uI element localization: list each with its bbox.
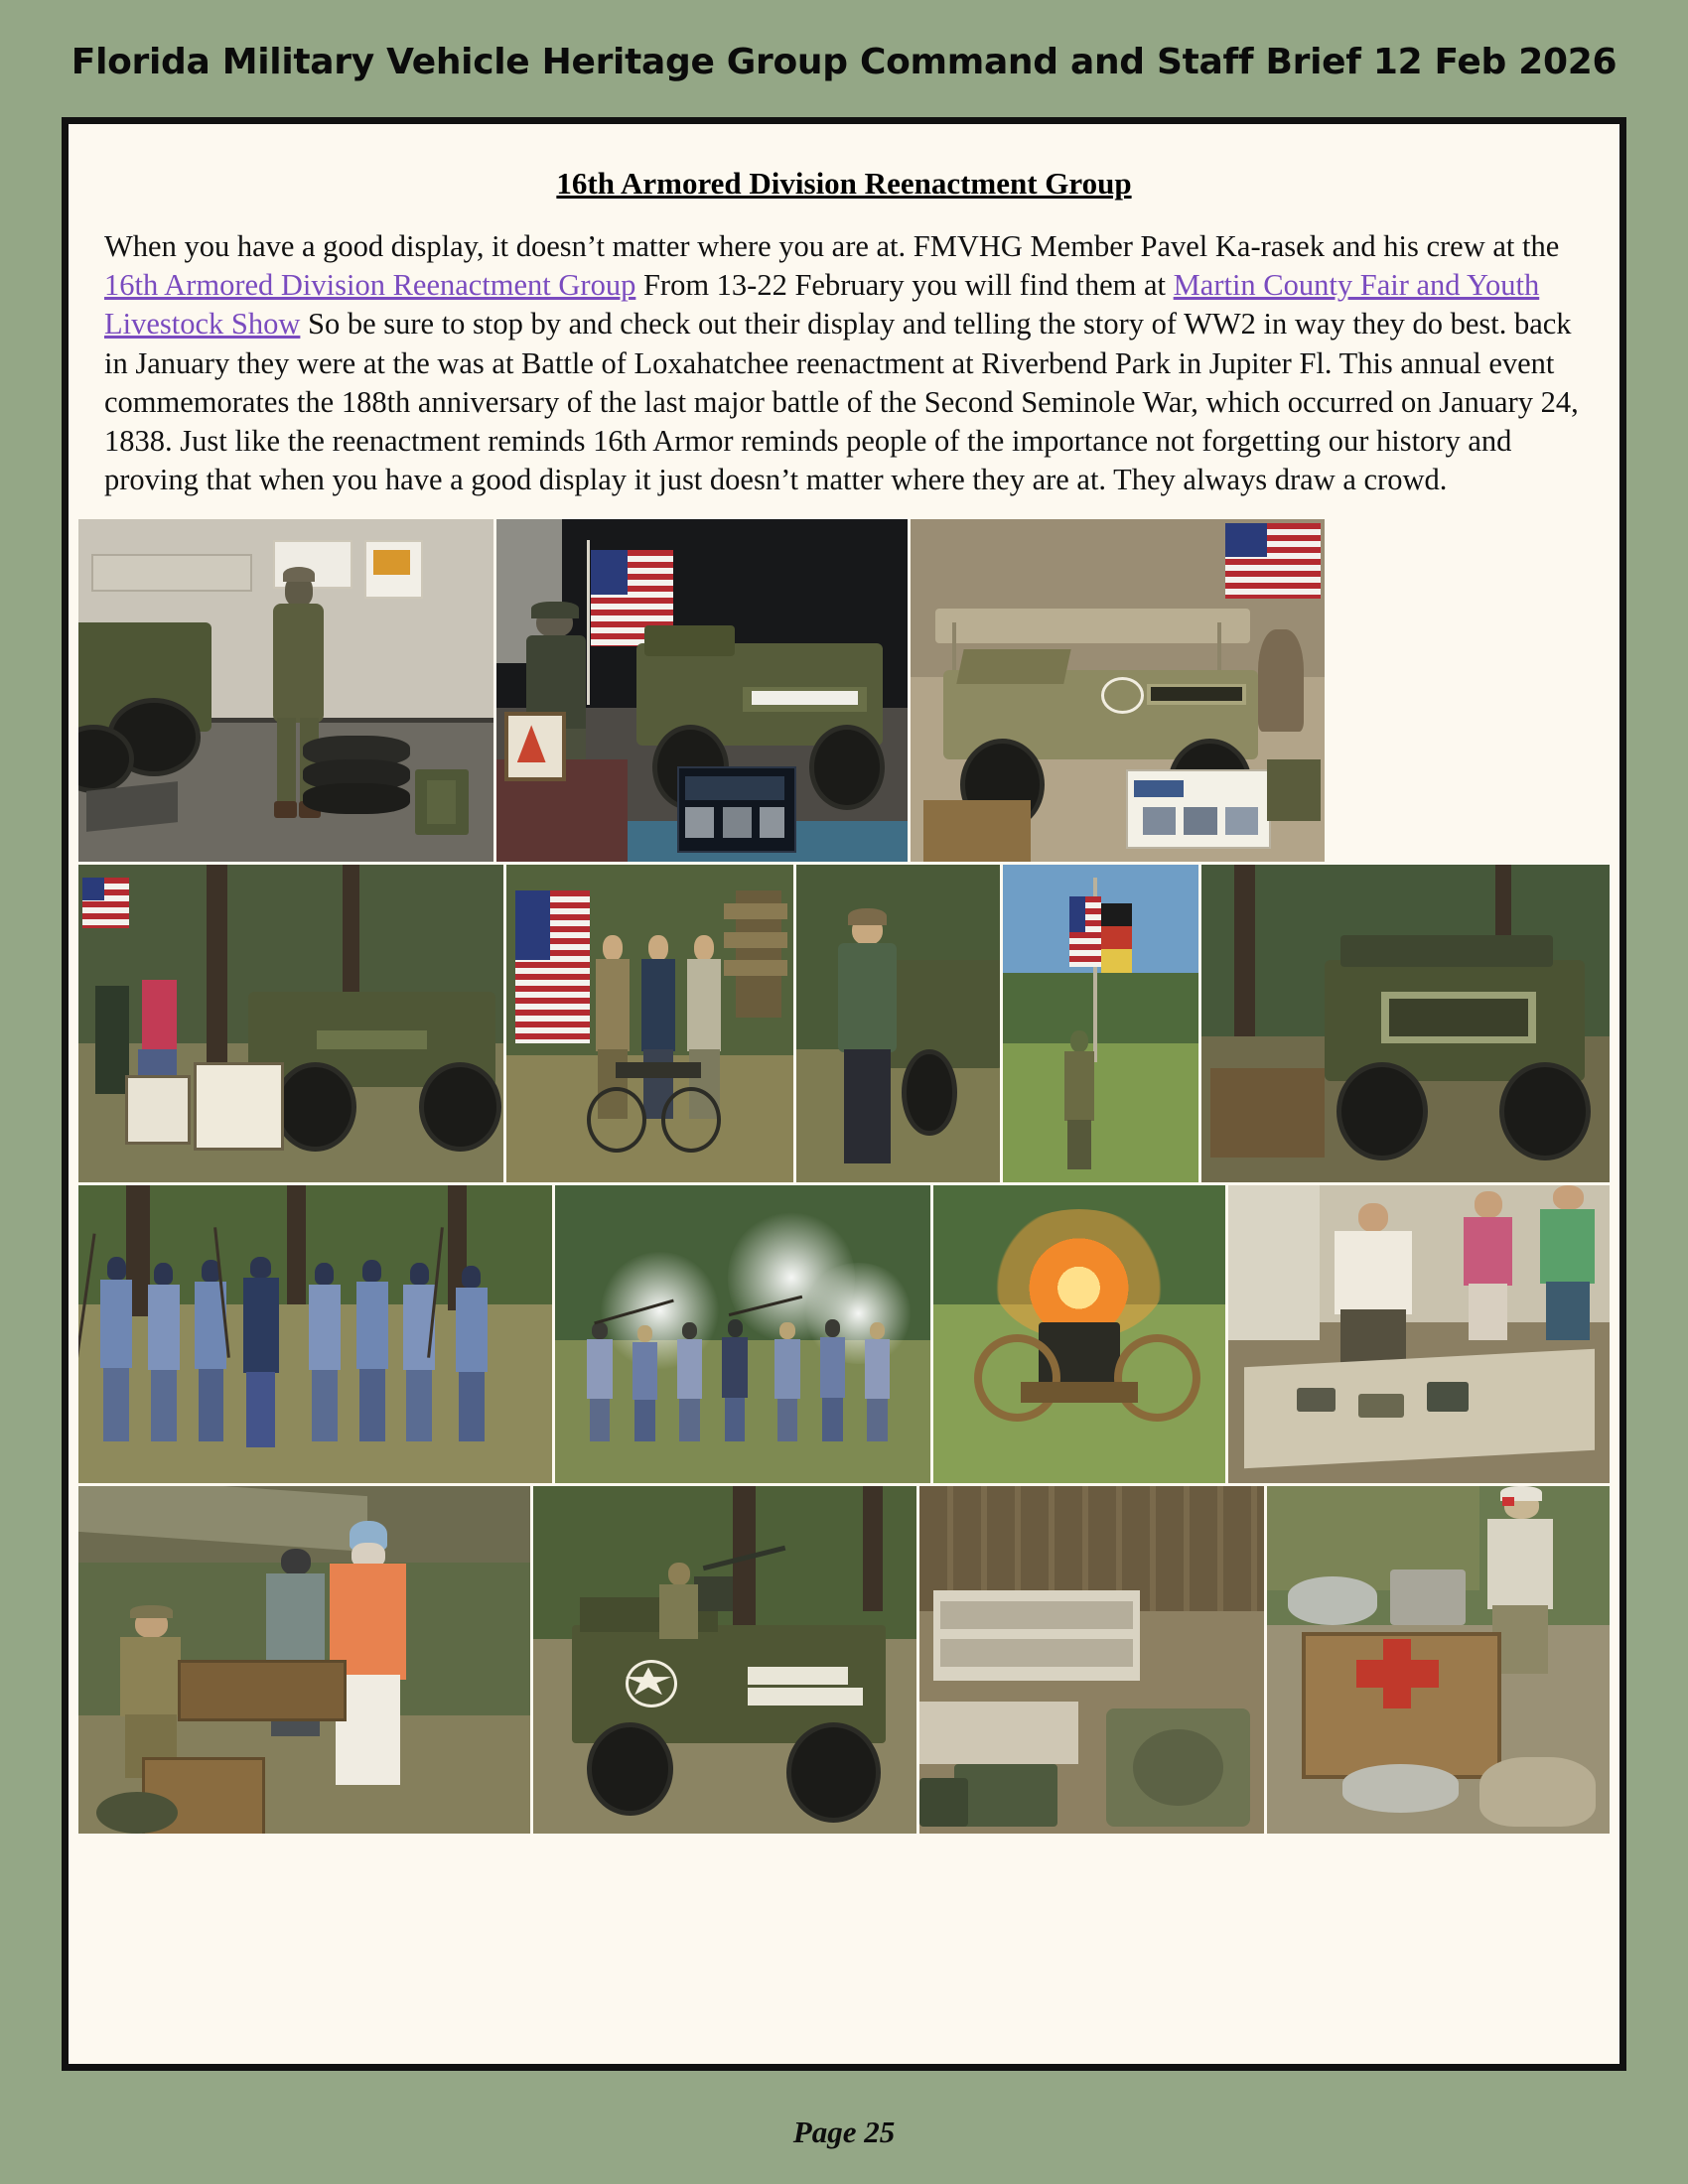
photo-5 [506, 865, 792, 1182]
photo-7 [1003, 865, 1198, 1182]
photo-2 [496, 519, 908, 862]
photo-gallery [69, 519, 1619, 1834]
link-16th-armored-division[interactable]: 16th Armored Division Reenactment Group [104, 268, 636, 303]
photo-10 [555, 1185, 930, 1483]
photo-row [78, 1486, 1610, 1834]
page-header-title: Florida Military Vehicle Heritage Group Command and Staff Brief 12 Feb 2026 [70, 42, 1618, 82]
photo-row [78, 1185, 1610, 1483]
page-number: Page 25 [792, 2115, 896, 2149]
link-martin-county-fair[interactable]: Martin County Fair and Youth Livestock Show [104, 268, 1540, 341]
body-text-part-3: So be sure to stop by and check out their display and telling the story of WW2 in way they do best. back in January they were at the was at Battle of Loxahatchee reenactment at Riverbend Park in Jupiter Fl. This annual event commemorates the 188th anniversary of the last major battle of the Second Seminole War, which occurred on January 24, 1838. Just like the reenactment reminds 16th Armor reminds people of the importance not forgetting our history and proving that when you have a good display it just doesn’t matter where they are at. They always draw a crowd. [104, 307, 1579, 497]
content-frame [62, 117, 1626, 2071]
photo-12 [1228, 1185, 1610, 1483]
photo-9 [78, 1185, 552, 1483]
photo-6 [796, 865, 1000, 1182]
photo-15 [919, 1486, 1264, 1834]
photo-16 [1267, 1486, 1610, 1834]
body-text-part-2: From 13-22 February you will find them at [635, 268, 1174, 303]
article-title: 16th Armored Division Reenactment Group [556, 166, 1132, 201]
body-text-part-1: When you have a good display, it doesn’t matter where you are at. FMVHG Member Pavel Ka-rasek and his crew at the [104, 229, 1560, 263]
article-body [69, 227, 1619, 499]
photo-14 [533, 1486, 916, 1834]
photo-13 [78, 1486, 530, 1834]
photo-3 [911, 519, 1325, 862]
photo-row [78, 519, 1610, 862]
photo-4 [78, 865, 503, 1182]
photo-row [78, 865, 1610, 1182]
photo-1 [78, 519, 493, 862]
photo-8 [1201, 865, 1610, 1182]
photo-11 [933, 1185, 1226, 1483]
